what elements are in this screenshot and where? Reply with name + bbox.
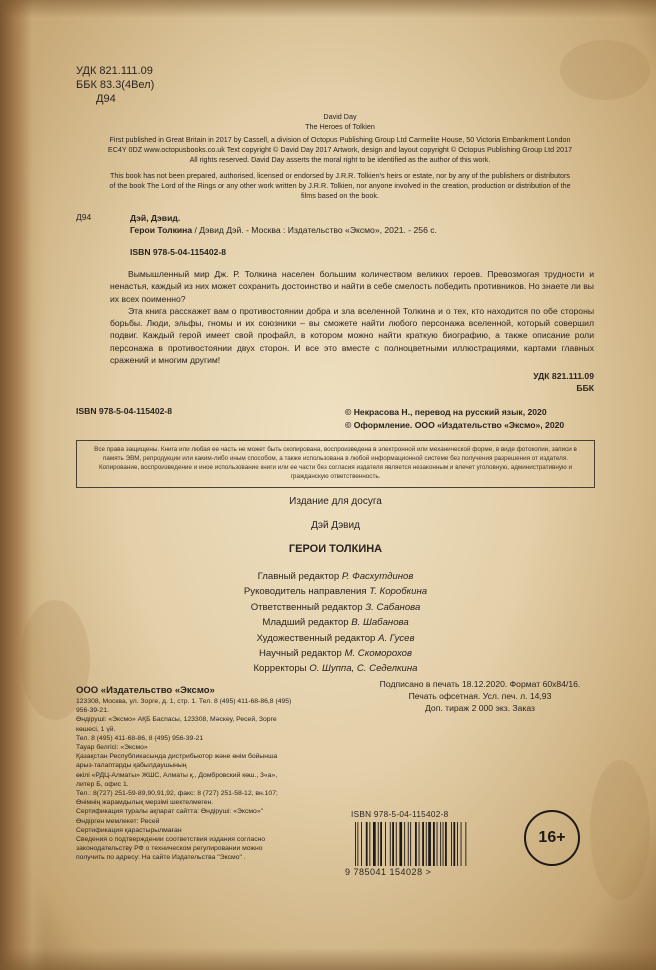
barcode-bar: [437, 822, 438, 866]
barcode-bar: [355, 822, 356, 866]
classification-right: [480, 370, 594, 394]
bib-title: Герои Толкина: [130, 225, 193, 235]
bbk-code-right: ББК: [576, 383, 594, 393]
copyrights: [345, 406, 564, 432]
age-rating-text: 16+: [538, 829, 566, 846]
barcode-bar: [392, 822, 394, 866]
staff-line: Корректоры О. Шуппа, С. Седелкина: [253, 663, 418, 675]
bbk-code: ББК 83.3(4Вел): [76, 79, 155, 91]
barcode-bar: [357, 822, 358, 866]
page-edge-top: [0, 0, 656, 18]
publisher-line: Өнімнің жарамдылық мерзімі шектелмеген.: [76, 799, 214, 807]
original-title: The Heroes of Tolkien: [305, 122, 375, 131]
staff-line: Главный редактор Р. Фасхутдинов: [257, 571, 414, 582]
publisher-line: законодательству РФ о техническом регулировании можно: [76, 845, 263, 853]
publisher-line: 123308, Москва, ул. Зорге, д. 1, стр. 1. Тел. 8 (495) 411-68-86,8 (495): [76, 698, 292, 705]
publisher-line: арыз-талаптарды қабылдаушының: [76, 762, 187, 770]
udk-code-right: УДК 821.111.09: [533, 371, 594, 381]
barcode-bar: [404, 822, 405, 866]
publisher-line: Сертификация қарастырылмаған: [76, 826, 182, 834]
barcode-bar: [410, 822, 411, 866]
author-mark: Д94: [96, 93, 116, 105]
barcode-bar: [457, 822, 458, 866]
barcode-bar: [465, 822, 466, 866]
barcode-bar: [422, 822, 424, 866]
barcode-bar: [369, 822, 370, 866]
annotation: [110, 268, 594, 366]
barcode-bar: [445, 822, 447, 866]
page-spine-shadow: [0, 0, 46, 970]
staff-line: Ответственный редактор З. Сабанова: [250, 601, 421, 613]
print-line: Печать офсетная. Усл. печ. л. 14,93: [408, 691, 552, 701]
barcode-digits: 9 785041 154028 >: [345, 867, 432, 877]
publisher-line: Өндіруші: «Эксмо» АҚБ Баспасы, 123308, Мәскеу, Ресей, Зорге: [76, 716, 277, 724]
barcode-isbn: ISBN 978-5-04-115402-8: [351, 810, 449, 819]
bib-record: [130, 212, 437, 236]
publisher-line: 956-39-21.: [76, 707, 109, 715]
publisher-block: [76, 684, 346, 863]
disclaimer-line: This book has not been prepared, authorised, licensed or endorsed by J.R.R. Tolkien's heirs or estate, nor by any of the publishers or distributors: [110, 171, 570, 180]
bib-isbn: ISBN 978-5-04-115402-8: [130, 247, 227, 257]
barcode-bar: [390, 822, 391, 866]
publication-info: [60, 135, 620, 165]
publisher-line: Тел. 8 (495) 411-68-86, 8 (495) 956-39-21: [76, 734, 204, 742]
annotation-paragraph: Вымышленный мир Дж. Р. Толкина населен большим количеством великих героев. Превозмогая трудности и ненастья, каждый из них может сохранить достоинство и найти в себе смелость победить противников. Но знаете ли вы их всех поименно?: [110, 269, 594, 304]
bib-details: / Дэвид Дэй. - Москва : Издательство «Эксмо», 2021. - 256 с.: [192, 225, 437, 235]
barcode-bar: [366, 822, 368, 866]
print-line: Подписано в печать 18.12.2020. Формат 60x84/16.: [379, 679, 581, 689]
barcode-bar: [419, 822, 420, 866]
bib-author: Дэй, Дэвид.: [130, 213, 181, 223]
paper-stain: [560, 40, 650, 100]
barcode-bar: [373, 822, 376, 866]
publisher-line: литер Б, офис 1.: [76, 780, 129, 788]
paper-stain: [590, 760, 650, 900]
publisher-line: өкілі «РДЦ-Алматы» ЖШС, Алматы қ., Домбровский көш., 3«а»,: [76, 771, 278, 779]
barcode-bar: [378, 822, 379, 866]
original-edition: [60, 112, 620, 132]
udk-code: УДК 821.111.09: [76, 65, 153, 77]
publisher-line: Сертификация туралы ақпарат сайтта: Өндіруші: «Эксмо»": [76, 808, 264, 816]
barcode-bar: [428, 822, 431, 866]
publisher-line: Өндірген мемлекет: Ресей: [76, 817, 160, 825]
page-edge-bottom: [0, 948, 656, 970]
barcode-bar: [385, 822, 386, 866]
barcode-bar: [440, 822, 441, 866]
edition-title: ГЕРОИ ТОЛКИНА: [288, 543, 383, 555]
staff-line: Руководитель направления Т. Коробкина: [243, 586, 428, 598]
staff-line: Младший редактор В. Шабанова: [262, 617, 409, 629]
barcode-bar: [461, 822, 462, 866]
disclaimer-line: films based on the book.: [301, 191, 379, 200]
rights-notice: Все права защищены. Книга или любая ее часть не может быть скопирована, воспроизведена в электронной или механической форме, в виде фотокопии, записи в память ЭВМ, репродукции или каким-либо иным способом, а также использована в любой информационной системе без получения разрешения от издателя. Копирование, воспроизведение и иное использование книги или ее части без согласия издателя является незаконным и влечет уголовную, административную и гражданскую ответственность.: [76, 440, 595, 488]
barcode-bar: [399, 822, 402, 866]
edition-type: Издание для досуга: [289, 496, 382, 507]
staff-line: Научный редактор М. Скоморохов: [258, 648, 413, 660]
disclaimer: [60, 171, 620, 201]
publication-line: First published in Great Britain in 2017 by Cassell, a division of Octopus Publishing Group Ltd Carmelite House, 50 Victoria Embankment London: [109, 135, 571, 144]
publication-line: All rights reserved. David Day asserts the moral right to be identified as the author of this work.: [189, 155, 491, 164]
print-line: Доп. тираж 2 000 экз. Заказ: [425, 703, 535, 713]
barcode-bar: [451, 822, 452, 866]
bib-mark: Д94: [76, 212, 92, 222]
print-info: [360, 678, 600, 714]
publisher-line: получить по адресу: На сайте Издательства "Эксмо" .: [76, 854, 246, 862]
barcode-bar: [380, 822, 382, 866]
annotation-paragraph: Эта книга расскажет вам о противостоянии добра и зла вселенной Толкина и о тех, кто находится по обе стороны борьбы. Люди, эльфы, гномы и их союзники – вы сможете найти любого персонажа вселенной, который совершил подвиг. Каждый герой имеет свой профайл, в котором можно найти краткую биографию, а также описание роли персонажа в противостоянии двух сторон. И все это вместе с полноцветными иллюстрациями, картами главных сражений и многим другим!: [110, 305, 594, 366]
publisher-line: көшесі, 1 үй.: [76, 725, 116, 733]
barcode-bars: [355, 822, 480, 866]
classification-block: [76, 64, 154, 106]
barcode-bar: [426, 822, 427, 866]
age-rating-badge: [522, 808, 582, 868]
barcode-bar: [361, 822, 362, 866]
publisher-line: Қазақстан Республикасында дистрибьютор және өнім бойынша: [76, 753, 278, 761]
original-author: David Day: [323, 112, 357, 121]
publisher-name: ООО «Издательство «Эксмо»: [76, 685, 215, 696]
barcode-bar: [408, 822, 409, 866]
copyright-line: © Некрасова Н., перевод на русский язык, 2020: [345, 407, 547, 417]
publication-line: EC4Y 0DZ www.octopusbooks.co.uk Text copyright © David Day 2017 Artwork, design and layout copyright © Octopus Publishing Group Ltd 2017: [107, 145, 573, 154]
disclaimer-line: of the book The Lord of the Rings or any other work written by J.R.R. Tolkien, nor anyone involved in the creation, production or distribution of the: [109, 181, 571, 190]
staff-list: [76, 569, 595, 677]
barcode-bar: [396, 822, 397, 866]
publisher-line: Тауар белгісі: «Эксмо»: [76, 744, 148, 752]
isbn-left: ISBN 978-5-04-115402-8: [76, 406, 173, 416]
barcode-bar: [443, 822, 444, 866]
staff-line: Художественный редактор А. Гусев: [256, 632, 415, 644]
barcode-block: [345, 810, 485, 877]
copyright-line: © Оформление. ООО «Издательство «Эксмо», 2020: [345, 420, 565, 430]
publisher-line: Сведения о подтверждении соответствия издания согласно: [76, 836, 266, 844]
barcode-bar: [415, 822, 417, 866]
publisher-line: Тел.: 8(727) 251-59-89,90,91,92, факс: 8 (727) 251-58-12, вн.107;: [76, 790, 278, 798]
barcode-bar: [433, 822, 435, 866]
barcode-bar: [453, 822, 455, 866]
edition-author: Дэй Дэвид: [311, 520, 360, 531]
